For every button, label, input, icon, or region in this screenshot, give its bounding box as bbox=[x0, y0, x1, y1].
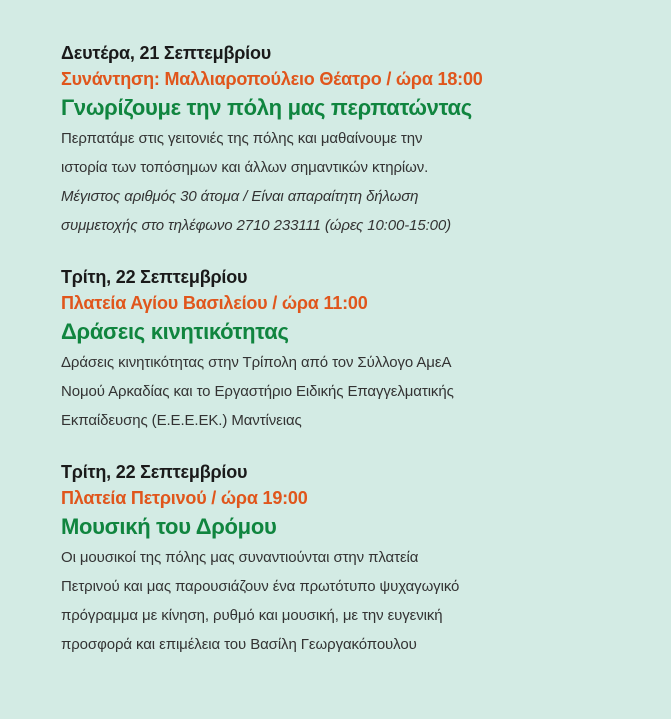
event-date: Τρίτη, 22 Σεπτεμβρίου bbox=[61, 462, 248, 482]
description-line: Περπατάμε στις γειτονιές της πόλης και μαθαίνουμε την bbox=[61, 130, 423, 147]
description-line: Πετρινού και μας παρουσιάζουν ένα πρωτότυπο ψυχαγωγικό bbox=[61, 578, 460, 595]
note-line: Μέγιστος αριθμός 30 άτομα / Είναι απαραίτητη δήλωση bbox=[61, 188, 419, 205]
description-line: ιστορία των τοπόσημων και άλλων σημαντικών κτηρίων. bbox=[61, 159, 429, 176]
description-line: Νομού Αρκαδίας και το Εργαστήριο Ειδικής Επαγγελματικής bbox=[61, 383, 454, 400]
event-location-time: Συνάντηση: Μαλλιαροπούλειο Θέατρο / ώρα 18:00 bbox=[61, 69, 483, 89]
description-line: προσφορά και επιμέλεια του Βασίλη Γεωργακόπουλου bbox=[61, 636, 417, 653]
event-description bbox=[61, 124, 631, 182]
event-description bbox=[61, 348, 631, 435]
description-line: Οι μουσικοί της πόλης μας συναντιούνται στην πλατεία bbox=[61, 549, 419, 566]
event-description bbox=[61, 543, 631, 659]
event-location-time: Πλατεία Πετρινού / ώρα 19:00 bbox=[61, 488, 308, 508]
description-line: πρόγραμμα με κίνηση, ρυθμό και μουσική, με την ευγενική bbox=[61, 607, 443, 624]
event-mobility-actions bbox=[61, 264, 631, 435]
event-title: Μουσική του Δρόμου bbox=[61, 514, 277, 539]
event-registration-note bbox=[61, 182, 631, 240]
description-line: Εκπαίδευσης (Ε.Ε.Ε.ΕΚ.) Μαντίνειας bbox=[61, 412, 302, 429]
event-walking-tour bbox=[61, 40, 631, 240]
event-location-time: Πλατεία Αγίου Βασιλείου / ώρα 11:00 bbox=[61, 293, 368, 313]
event-title: Γνωρίζουμε την πόλη μας περπατώντας bbox=[61, 95, 472, 120]
description-line: Δράσεις κινητικότητας στην Τρίπολη από τον Σύλλογο ΑμεΑ bbox=[61, 354, 452, 371]
event-date: Δευτέρα, 21 Σεπτεμβρίου bbox=[61, 43, 272, 63]
note-line: συμμετοχής στο τηλέφωνο 2710 233111 (ώρες 10:00-15:00) bbox=[61, 217, 452, 234]
event-date: Τρίτη, 22 Σεπτεμβρίου bbox=[61, 267, 248, 287]
event-title: Δράσεις κινητικότητας bbox=[61, 319, 289, 344]
event-street-music bbox=[61, 459, 631, 659]
